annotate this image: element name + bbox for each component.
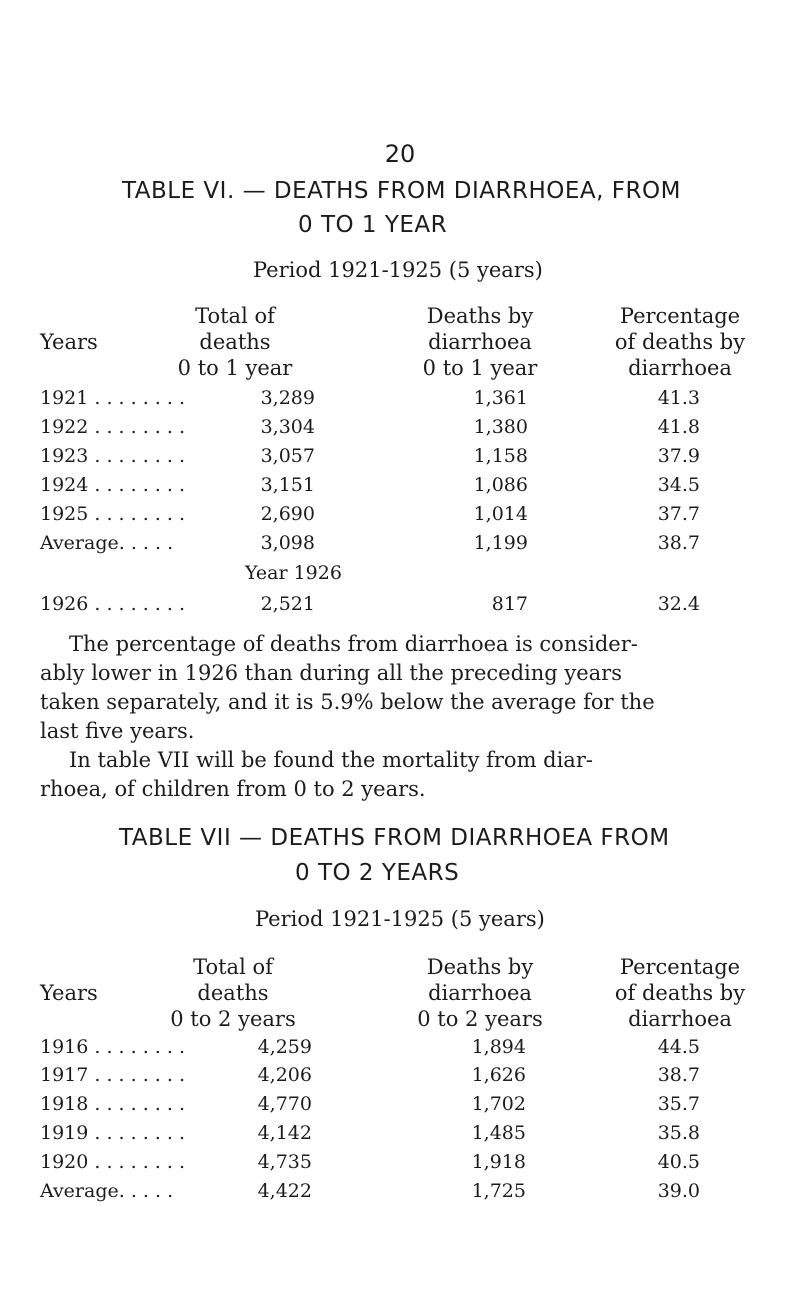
- table-cell-deaths: 1,014: [473, 503, 528, 525]
- table6-header-deaths-3: 0 to 1 year: [422, 356, 538, 380]
- table-cell-deaths: 1,485: [471, 1122, 526, 1144]
- table-row-year: 1917 . . . . . . . .: [40, 1064, 185, 1086]
- table-cell-total: 4,142: [257, 1122, 312, 1144]
- table-cell-deaths: 1,725: [471, 1180, 526, 1202]
- table-row-year: Average. . . . .: [40, 1180, 174, 1202]
- table-cell-deaths: 1,361: [473, 387, 528, 409]
- table-row-year: 1924 . . . . . . . .: [40, 474, 185, 496]
- table-cell-total: 4,259: [257, 1036, 312, 1058]
- table6-header-total-3: 0 to 1 year: [177, 356, 293, 380]
- table6-header-total-2: deaths: [199, 330, 271, 354]
- paragraph2-line2: rhoea, of children from 0 to 2 years.: [40, 777, 426, 801]
- table-cell-pct: 35.7: [657, 1093, 700, 1115]
- table-cell-total: 4,770: [257, 1093, 312, 1115]
- table7-header-years: Years: [40, 981, 98, 1005]
- table-cell-deaths: 1,626: [471, 1064, 526, 1086]
- table7-title-line1: TABLE VII — DEATHS FROM DIARRHOEA FROM: [119, 825, 670, 851]
- table6-header-deaths-2: diarrhoea: [428, 330, 532, 354]
- table-cell-pct: 37.9: [657, 445, 700, 467]
- table-cell-pct: 41.8: [657, 416, 700, 438]
- table6-title-line2: 0 TO 1 YEAR: [298, 212, 448, 238]
- table-cell-deaths: 1,199: [473, 532, 528, 554]
- table-cell-pct: 38.7: [657, 532, 700, 554]
- table-cell-pct: 37.7: [657, 503, 700, 525]
- table6-header-total-1: Total of: [195, 304, 275, 328]
- table-cell-total: 2,690: [260, 503, 315, 525]
- table-cell-deaths: 1,918: [471, 1151, 526, 1173]
- table-row-year: 1925 . . . . . . . .: [40, 503, 185, 525]
- table-cell-pct: 34.5: [657, 474, 700, 496]
- table7-header-total-2: deaths: [197, 981, 269, 1005]
- table7-header-pct-2: of deaths by: [614, 981, 746, 1005]
- table-cell-total: 3,304: [260, 416, 315, 438]
- table-row-year: 1923 . . . . . . . .: [40, 445, 185, 467]
- table7-period: Period 1921-1925 (5 years): [255, 907, 545, 931]
- paragraph1-line4: last five years.: [40, 719, 195, 743]
- table6-header-pct-3: diarrhoea: [628, 356, 732, 380]
- table6-header-pct-2: of deaths by: [614, 330, 746, 354]
- table6-header-years: Years: [40, 330, 98, 354]
- table-row-year: 1916 . . . . . . . .: [40, 1036, 185, 1058]
- page-number: 20: [384, 140, 416, 168]
- table-cell-pct: 44.5: [657, 1036, 700, 1058]
- table-cell-pct: 39.0: [657, 1180, 700, 1202]
- table-cell-pct: 41.3: [657, 387, 700, 409]
- paragraph2-line1: In table VII will be found the mortality from diar-: [69, 748, 593, 772]
- table7-header-deaths-3: 0 to 2 years: [417, 1007, 543, 1031]
- table-cell-pct: 35.8: [657, 1122, 700, 1144]
- table-row-year: 1919 . . . . . . . .: [40, 1122, 185, 1144]
- table-cell-total: 3,151: [260, 474, 315, 496]
- table7-header-pct-1: Percentage: [619, 955, 741, 979]
- table-cell-deaths: 1,086: [473, 474, 528, 496]
- table-row-year: 1920 . . . . . . . .: [40, 1151, 185, 1173]
- table-cell-total: 4,206: [257, 1064, 312, 1086]
- table7-header-total-3: 0 to 2 years: [170, 1007, 296, 1031]
- paragraph1-line1: The percentage of deaths from diarrhoea is consider-: [69, 632, 638, 656]
- table6-subheading: Year 1926: [245, 562, 342, 584]
- table7-header-pct-3: diarrhoea: [628, 1007, 732, 1031]
- table6-period: Period 1921-1925 (5 years): [253, 258, 543, 282]
- table-row-year: 1926 . . . . . . . .: [40, 593, 185, 615]
- paragraph1-line2: ably lower in 1926 than during all the preceding years: [40, 661, 623, 685]
- table-row-year: 1918 . . . . . . . .: [40, 1093, 185, 1115]
- table-cell-deaths: 1,894: [471, 1036, 526, 1058]
- table-cell-total: 2,521: [260, 593, 315, 615]
- table-cell-total: 4,422: [257, 1180, 312, 1202]
- table-cell-total: 3,057: [260, 445, 315, 467]
- table-row-year: 1922 . . . . . . . .: [40, 416, 185, 438]
- table-cell-total: 3,289: [260, 387, 315, 409]
- table7-header-deaths-1: Deaths by: [426, 955, 534, 979]
- table7-header-deaths-2: diarrhoea: [428, 981, 532, 1005]
- table-cell-pct: 40.5: [657, 1151, 700, 1173]
- table-row-year: Average. . . . .: [40, 532, 174, 554]
- table6-header-pct-1: Percentage: [619, 304, 741, 328]
- paragraph1-line3: taken separately, and it is 5.9% below the average for the: [40, 690, 655, 714]
- table-cell-pct: 32.4: [657, 593, 700, 615]
- table-cell-total: 3,098: [260, 532, 315, 554]
- table-cell-deaths: 1,158: [473, 445, 528, 467]
- table-cell-total: 4,735: [257, 1151, 312, 1173]
- table6-header-deaths-1: Deaths by: [426, 304, 534, 328]
- table-cell-deaths: 1,380: [473, 416, 528, 438]
- table-cell-deaths: 817: [491, 593, 528, 615]
- table-cell-deaths: 1,702: [471, 1093, 526, 1115]
- table7-header-total-1: Total of: [193, 955, 273, 979]
- table-cell-pct: 38.7: [657, 1064, 700, 1086]
- table6-title-line1: TABLE VI. — DEATHS FROM DIARRHOEA, FROM: [122, 178, 681, 204]
- table7-title-line2: 0 TO 2 YEARS: [295, 860, 460, 886]
- table-row-year: 1921 . . . . . . . .: [40, 387, 185, 409]
